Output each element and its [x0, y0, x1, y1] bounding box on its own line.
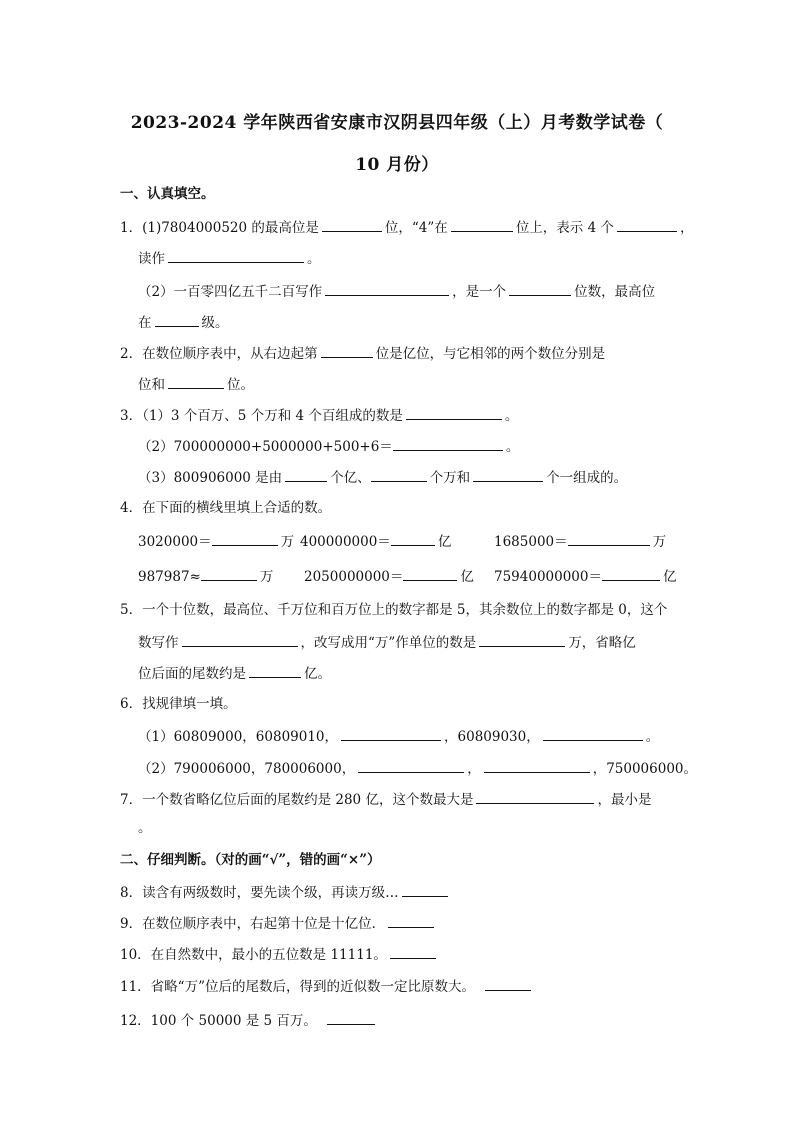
question-4-intro: 4．在下面的横线里填上合适的数。	[120, 500, 332, 516]
answer-blank[interactable]	[451, 217, 513, 232]
q1-text-a2: 位，“4”在	[384, 220, 448, 236]
q5-text-b3: 万，省略亿	[568, 635, 636, 651]
q1-text-b4: 在	[138, 315, 152, 331]
q7-text-a1: 7．一个数省略亿位后面的尾数约是 280 亿，这个数最大是	[120, 792, 474, 808]
answer-blank[interactable]	[341, 726, 441, 741]
q1-text-b3: 位数，最高位	[574, 284, 656, 300]
q9-text: 9．在数位顺序表中，右起第十位是十亿位．	[120, 916, 386, 932]
answer-blank[interactable]	[322, 217, 382, 232]
q3-text-a2: 。	[504, 408, 519, 424]
q4-expr: 1685000＝	[494, 534, 568, 550]
q4-expr: 3020000＝	[138, 534, 212, 550]
q4-unit: 万	[652, 534, 667, 550]
q1-text-a6: 。	[307, 251, 321, 267]
q5-text-b2: ，改写成用“万”作单位的数是	[300, 635, 477, 651]
answer-blank[interactable]	[391, 531, 435, 546]
q5-text-c1: 位后面的尾数约是	[138, 666, 246, 682]
question-1-part-2-line-2	[138, 312, 229, 333]
question-5-line-2	[138, 632, 636, 653]
q4-item-5	[304, 566, 474, 587]
question-6-intro: 6．找规律填一填。	[120, 696, 237, 712]
question-8	[120, 882, 451, 903]
answer-blank[interactable]	[155, 312, 199, 327]
section-heading-2: 二、仔细判断。（对的画“√”，错的画“×”）	[120, 852, 381, 868]
question-2-line-2	[138, 374, 254, 395]
answer-blank[interactable]	[358, 758, 464, 773]
q11-text: 11．省略“万”位后的尾数后，得到的近似数一定比原数大。	[120, 979, 475, 995]
question-1-line-1	[120, 217, 693, 238]
answer-blank[interactable]	[393, 436, 503, 451]
answer-blank[interactable]	[168, 374, 224, 389]
answer-blank[interactable]	[568, 531, 650, 546]
answer-blank[interactable]	[201, 566, 257, 581]
q4-expr: 987987≈	[138, 569, 201, 585]
question-6-part-1	[138, 726, 659, 747]
answer-blank[interactable]	[473, 467, 543, 482]
q3-text-b1: （2）700000000+5000000+500+6＝	[138, 439, 393, 455]
q1-text-b1: （2）一百零四亿五千二百写作	[138, 284, 323, 300]
question-3-part-2	[138, 436, 519, 457]
q3-text-a1: 3．（1）3 个百万、5 个万和 4 个百组成的数是	[120, 408, 403, 424]
q4-unit: 亿	[437, 534, 452, 550]
q5-text-c2: 亿。	[304, 666, 331, 682]
q1-text-a3: 位上，表示 4 个	[515, 220, 614, 236]
question-10	[120, 944, 439, 965]
question-2-line-1	[120, 343, 605, 364]
question-1-line-2	[138, 248, 321, 269]
title-line-1: 2023-2024 学年陕西省安康市汉阴县四年级（上）月考数学试卷（	[130, 113, 664, 133]
question-6-part-2	[138, 758, 697, 779]
q12-text: 12．100 个 50000 是 5 百万。	[120, 1013, 317, 1029]
answer-blank[interactable]	[285, 467, 327, 482]
q4-unit: 万	[259, 569, 274, 585]
q3-text-c4: 个一组成的。	[546, 470, 628, 486]
q6-text-b2: ，	[467, 761, 481, 777]
q2-text-a1: 2．在数位顺序表中，从右边起第	[120, 346, 318, 362]
answer-blank[interactable]	[249, 663, 301, 678]
q4-item-4	[138, 566, 273, 587]
q4-expr: 400000000＝	[300, 534, 391, 550]
answer-blank[interactable]	[479, 632, 565, 647]
answer-blank[interactable]	[484, 758, 590, 773]
question-5-line-1: 5．一个十位数，最高位、千万位和百万位上的数字都是 5，其余数位上的数字都是 0，这个	[120, 602, 668, 618]
answer-blank[interactable]	[402, 882, 448, 897]
section-heading-1: 一、认真填空。	[120, 186, 215, 202]
question-7-line-1	[120, 789, 651, 810]
q6-text-a1: （1）60809000，60809010，	[138, 729, 339, 745]
q4-item-6	[494, 566, 676, 587]
q2-text-a2: 位是亿位，与它相邻的两个数位分别是	[375, 346, 606, 362]
q10-text: 10．在自然数中，最小的五位数是 11111。	[120, 947, 387, 963]
q1-text-b5: 级。	[201, 315, 229, 331]
q6-text-a2: ，60809030，	[444, 729, 540, 745]
q6-text-b3: ，750006000。	[592, 761, 698, 777]
answer-blank[interactable]	[485, 976, 531, 991]
answer-blank[interactable]	[212, 531, 278, 546]
q2-text-a4: 位。	[227, 377, 254, 393]
question-7-line-2: 。	[138, 820, 152, 836]
q1-text-b2: ，是一个	[452, 284, 507, 300]
q3-text-b2: 。	[505, 439, 520, 455]
q7-text-a2: ，最小是	[597, 792, 652, 808]
q2-text-a3: 位和	[138, 377, 165, 393]
q5-text-b1: 数写作	[138, 635, 179, 651]
answer-blank[interactable]	[390, 944, 436, 959]
question-5-line-3	[138, 663, 331, 684]
answer-blank[interactable]	[388, 913, 434, 928]
q4-item-3	[494, 531, 666, 552]
question-3-part-1	[120, 405, 518, 426]
q8-text: 8．读含有两级数时，要先读个级，再读万级…	[120, 885, 399, 901]
question-3-part-3	[138, 467, 627, 488]
question-12	[120, 1010, 378, 1031]
answer-blank[interactable]	[327, 1010, 375, 1025]
answer-blank[interactable]	[168, 248, 304, 263]
answer-blank[interactable]	[321, 343, 373, 358]
q4-expr: 75940000000＝	[494, 569, 602, 585]
answer-blank[interactable]	[617, 217, 677, 232]
question-1-part-2	[138, 281, 655, 302]
q4-unit: 亿	[662, 569, 677, 585]
answer-blank[interactable]	[406, 405, 502, 420]
answer-blank[interactable]	[403, 566, 457, 581]
question-11	[120, 976, 534, 997]
q6-text-b1: （2）790006000，780006000，	[138, 761, 356, 777]
answer-blank[interactable]	[371, 467, 427, 482]
q3-text-c2: 个亿、	[330, 470, 371, 486]
answer-blank[interactable]	[325, 281, 449, 296]
answer-blank[interactable]	[182, 632, 298, 647]
q1-text-a1: 1．(1)7804000520 的最高位是	[120, 220, 319, 236]
answer-blank[interactable]	[509, 281, 571, 296]
q3-text-c1: （3）800906000 是由	[138, 470, 283, 486]
title-line-2: 10 月份）	[355, 155, 439, 175]
q4-item-1	[138, 531, 294, 552]
q4-expr: 2050000000＝	[304, 569, 404, 585]
answer-blank[interactable]	[602, 566, 660, 581]
q3-text-c3: 个万和	[429, 470, 471, 486]
q4-unit: 亿	[460, 569, 474, 585]
q1-text-a4: ，	[679, 220, 694, 236]
q4-item-2	[300, 531, 451, 552]
q4-unit: 万	[280, 534, 295, 550]
answer-blank[interactable]	[543, 726, 643, 741]
answer-blank[interactable]	[476, 789, 594, 804]
q6-text-a3: 。	[645, 729, 660, 745]
q1-text-a5: 读作	[138, 251, 165, 267]
question-9	[120, 913, 437, 934]
